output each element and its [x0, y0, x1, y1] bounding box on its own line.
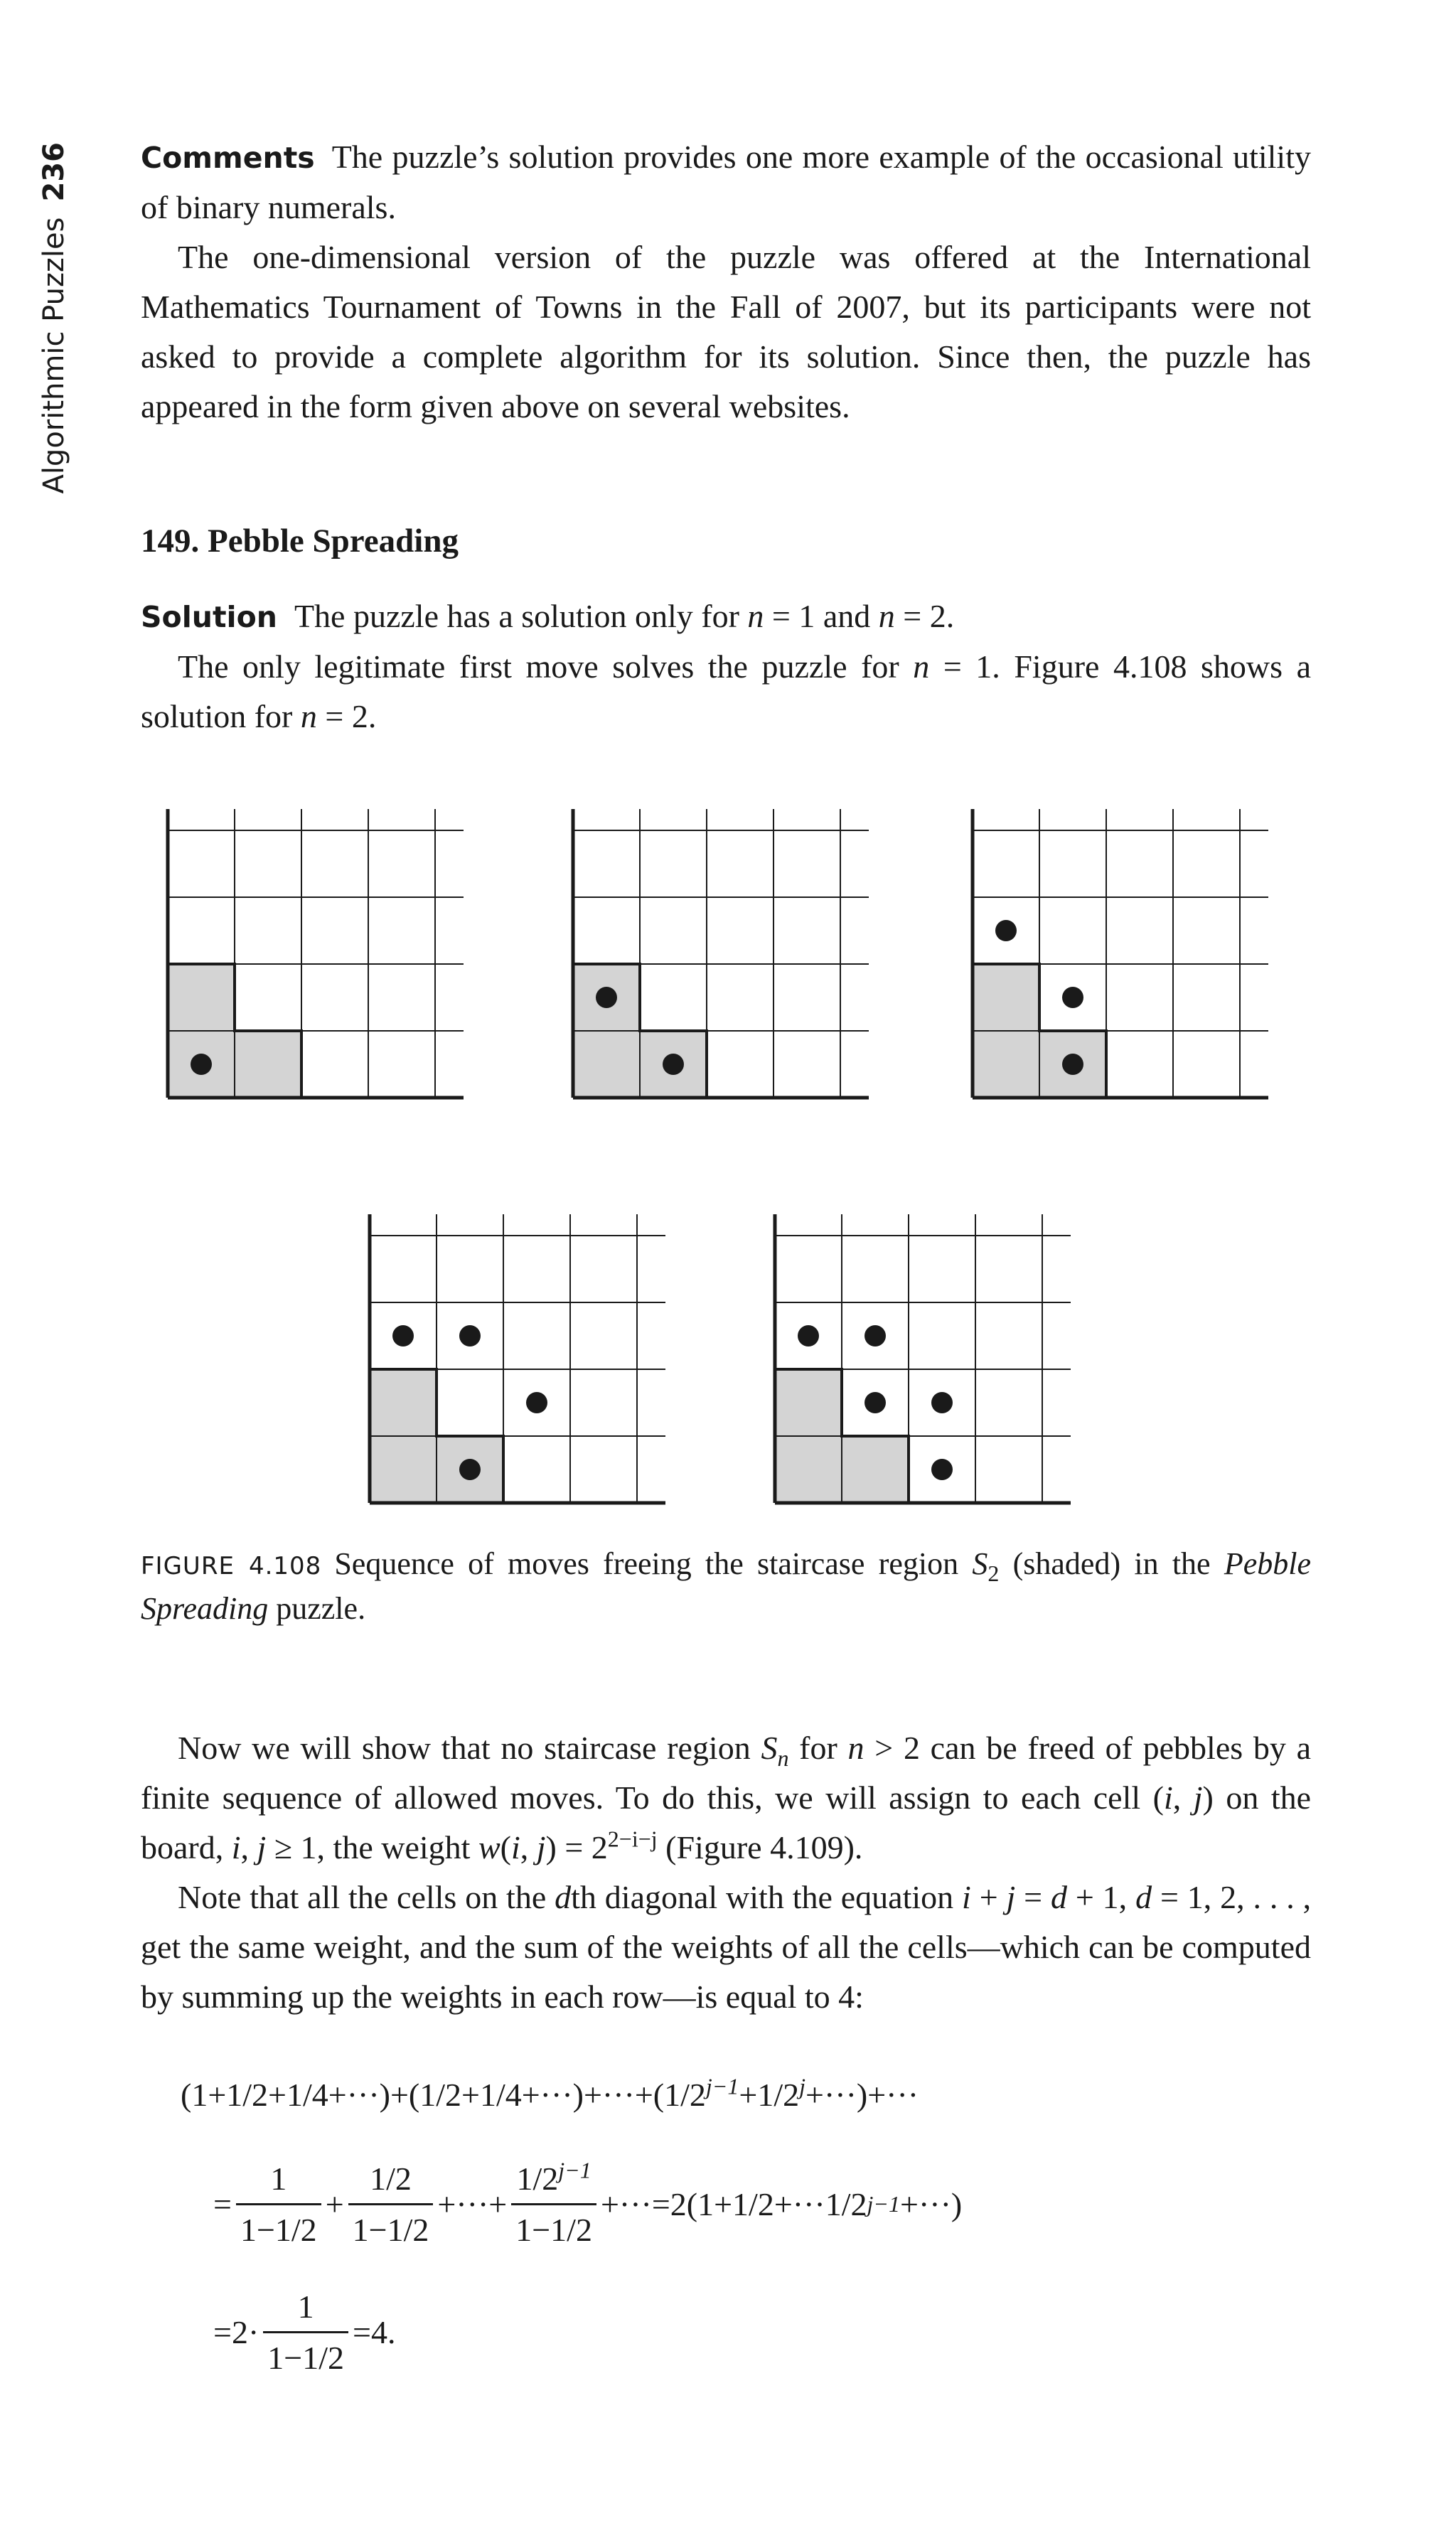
var-i: i: [962, 1879, 971, 1915]
eq-text: +···+: [437, 2185, 508, 2222]
eq-text: +···): [900, 2185, 963, 2222]
eq-sign: =: [213, 2185, 232, 2222]
body-text: ,: [1172, 1779, 1182, 1816]
pebble: [459, 1325, 481, 1347]
shaded-cell: [973, 964, 1039, 1031]
body-section: Now we will show that no staircase region $S_n$ for n > 2 can be freed of pebbles by a finite sequence of allowed moves. To do this, we will assign to each cell (i, j) on the board, i, j ≥ 1, the weight w(i, $j) = 2^{2-i-j}$ (Figure 4.109). Note that all the cells on the dth diagonal with the equation i + j = d + 1, d = 1, 2, . . . , get the same weight, and the sum of the weights of all the cells—which can be computed by summing up the weights in each row—is equal to 4:: [141, 1730, 1312, 2015]
solution-section: [141, 591, 1311, 742]
var-i: i: [1163, 1779, 1173, 1816]
solution-text: = 1. Figure 4.108 shows a solution for: [141, 648, 1312, 734]
equation-line-2: [213, 2147, 962, 2261]
fraction-denominator: 1−1/2: [352, 2211, 429, 2248]
running-head-section: Algorithmic Puzzles: [38, 217, 70, 494]
caption-text: puzzle.: [276, 1591, 366, 1626]
pebble: [864, 1325, 886, 1347]
shaded-cell: [370, 1436, 437, 1503]
body-text: ,: [240, 1829, 250, 1865]
eq-exponent: j: [799, 2073, 806, 2099]
shaded-cell: [973, 1031, 1039, 1098]
body-text: ) = 2: [545, 1829, 608, 1865]
eq-text: +···)+···: [805, 2077, 919, 2113]
solution-text: = 2.: [325, 698, 377, 734]
var-j: j: [1006, 1879, 1016, 1915]
var-i: i: [231, 1829, 241, 1865]
var-i: i: [510, 1829, 520, 1865]
body-text: = 1, 2, . . . , get the same weight, and the sum of the weights of all the cells—which can be computed by summing up the weights in each row—is equal to 4:: [141, 1879, 1312, 2015]
var-n: n: [913, 648, 930, 685]
body-text: + 1,: [1075, 1879, 1128, 1915]
body-text: th diagonal with the equation: [571, 1879, 954, 1915]
caption-puzzle-name: Pebble Spreading: [141, 1546, 1312, 1626]
shaded-cell: [842, 1436, 909, 1503]
pebble-board-5: [769, 1209, 1082, 1529]
subscript-n: n: [777, 1745, 789, 1772]
body-text: ) on the board,: [141, 1779, 1312, 1865]
fraction-1: [236, 2160, 321, 2249]
fraction-numerator: 1/2: [516, 2160, 559, 2197]
fraction-denominator: 1−1/2: [267, 2339, 344, 2376]
eq-exponent: j−1: [558, 2157, 592, 2183]
pebble-board-3: [967, 803, 1280, 1123]
var-d: d: [555, 1879, 572, 1915]
shaded-cell: [775, 1436, 842, 1503]
section-heading-block: [141, 516, 1311, 566]
body-text: > 2 can be freed of pebbles by a finite sequence of allowed moves. To do this, we will assign to each cell (: [141, 1730, 1312, 1816]
shaded-cell: [168, 964, 235, 1031]
pebble: [663, 1054, 684, 1075]
eq-text: +1/2: [739, 2077, 800, 2113]
eq-text: +···=2(1+1/2+···1/2: [600, 2185, 867, 2222]
var-n: n: [747, 598, 764, 634]
pebble-board-4: [364, 1209, 677, 1529]
body-text: =: [1024, 1879, 1043, 1915]
eq-exponent: j−1: [705, 2073, 739, 2099]
body-text: ,: [520, 1829, 529, 1865]
var-d: d: [1135, 1879, 1152, 1915]
pebble: [1062, 987, 1083, 1008]
eq-text: =4.: [353, 2313, 396, 2350]
shaded-cell: [235, 1031, 301, 1098]
fraction-2: [348, 2160, 434, 2249]
solution-label: Solution: [141, 600, 277, 634]
solution-text: = 1 and: [771, 598, 871, 634]
pebble: [931, 1459, 953, 1480]
caption-text: (shaded) in the: [1012, 1546, 1211, 1581]
comments-section: [141, 132, 1311, 432]
equation-line-1: [181, 2073, 919, 2114]
var-n: n: [878, 598, 895, 634]
body-text: (Figure 4.109).: [665, 1829, 863, 1865]
equation-line-3: [213, 2275, 395, 2389]
body-text: ≥ 1, the weight: [274, 1829, 471, 1865]
caption-text: Sequence of moves freeing the staircase region: [334, 1546, 959, 1581]
comments-paragraph-1: The puzzle’s solution provides one more example of the occasional utility of binary numerals.: [141, 139, 1311, 225]
fraction-denominator: 1−1/2: [240, 2211, 317, 2248]
eq-text: =2·: [213, 2313, 259, 2350]
figure-label: FIGURE 4.108: [141, 1552, 322, 1580]
comments-paragraph-2: The one-dimensional version of the puzzle was offered at the International Mathematics Tournament of Towns in the Fall of 2007, but its participants were not asked to provide a complete algorithm for its solution. Since then, the puzzle has appeared in the form given above on several websites.: [141, 239, 1311, 424]
figure-caption: [141, 1543, 1311, 1630]
fraction-numerator: 1: [263, 2288, 348, 2333]
var-n: n: [300, 698, 317, 734]
exponent: 2−i−j: [607, 1826, 658, 1852]
page-number: 236: [38, 142, 70, 202]
solution-text: The puzzle has a solution only for: [294, 598, 739, 634]
var-d: d: [1051, 1879, 1067, 1915]
var-j: j: [536, 1829, 546, 1865]
body-text: +: [979, 1879, 998, 1915]
fraction-3: [511, 2157, 596, 2249]
shaded-cell: [573, 1031, 640, 1098]
shaded-cell: [775, 1369, 842, 1436]
pebble: [596, 987, 617, 1008]
body-text: Note that all the cells on the: [178, 1879, 547, 1915]
pebble: [864, 1392, 886, 1413]
pebble: [931, 1392, 953, 1413]
var-n: n: [847, 1730, 864, 1766]
pebble: [459, 1459, 481, 1480]
fraction-denominator: 1−1/2: [515, 2211, 592, 2248]
fraction-numerator: 1/2: [348, 2160, 434, 2205]
var-S: S: [761, 1730, 778, 1766]
caption-subscript: 2: [987, 1560, 1000, 1586]
eq-sign: +: [325, 2185, 344, 2222]
eq-exponent: j−1: [867, 2191, 900, 2217]
var-j: j: [257, 1829, 267, 1865]
solution-text: = 2.: [903, 598, 955, 634]
pebble: [1062, 1054, 1083, 1075]
pebble-board-1: [162, 803, 475, 1123]
pebble: [798, 1325, 819, 1347]
pebble-board-2: [567, 803, 880, 1123]
body-text: for: [799, 1730, 837, 1766]
fraction-numerator: 1: [236, 2160, 321, 2205]
pebble: [995, 920, 1017, 941]
comments-label: Comments: [141, 141, 315, 175]
eq-text: (1+1/2+1/4+···)+(1/2+1/4+···)+···+(1/2: [181, 2077, 706, 2113]
shaded-cell: [370, 1369, 437, 1436]
pebble: [392, 1325, 414, 1347]
solution-text: The only legitimate first move solves the puzzle for: [178, 648, 899, 685]
caption-var: S: [972, 1546, 988, 1581]
fraction-4: [263, 2288, 348, 2377]
var-j: j: [1193, 1779, 1203, 1816]
pebble: [526, 1392, 547, 1413]
running-head: [28, 142, 80, 512]
section-title: 149. Pebble Spreading: [141, 523, 459, 560]
body-text: Now we will show that no staircase region: [178, 1730, 751, 1766]
var-w: w: [478, 1829, 500, 1865]
pebble: [191, 1054, 212, 1075]
